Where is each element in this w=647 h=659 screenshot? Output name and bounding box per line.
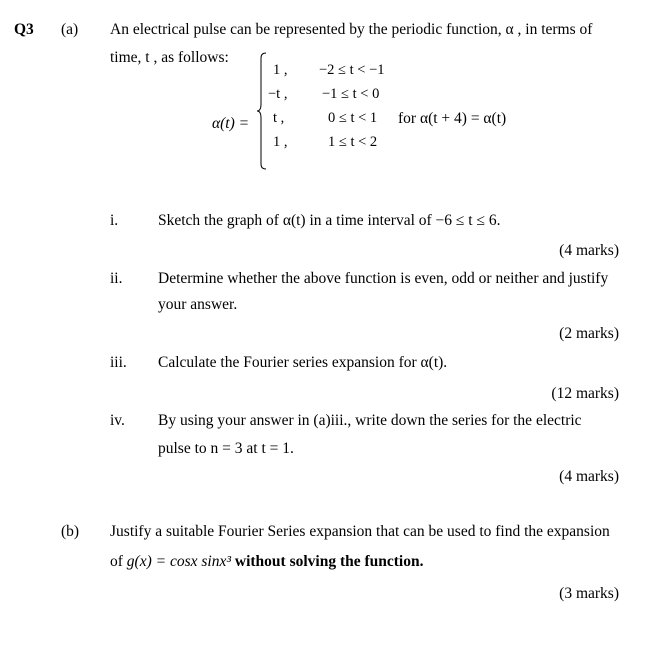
item-i-text: Sketch the graph of α(t) in a time interval of −6 ≤ t ≤ 6. bbox=[158, 212, 501, 229]
item-ii-label: ii. bbox=[110, 270, 123, 287]
case-4-condition: 1 ≤ t < 2 bbox=[328, 134, 378, 150]
part-b-line2-prefix: of bbox=[110, 553, 127, 570]
part-b-marks: (3 marks) bbox=[559, 585, 619, 602]
item-iii-label: iii. bbox=[110, 354, 127, 371]
periodicity-condition: for α(t + 4) = α(t) bbox=[398, 110, 507, 127]
part-b-line2 bbox=[110, 553, 424, 571]
left-brace-icon bbox=[257, 52, 267, 170]
case-2-condition: −1 ≤ t < 0 bbox=[322, 86, 380, 102]
item-ii-marks: (2 marks) bbox=[559, 325, 619, 342]
item-iv-text-line2: pulse to n = 3 at t = 1. bbox=[158, 440, 294, 457]
part-a-intro-line1: An electrical pulse can be represented by the periodic function, α , in terms of bbox=[110, 21, 593, 38]
part-b-function: g(x) = cosx sinx³ bbox=[126, 553, 231, 570]
part-a-label: (a) bbox=[61, 21, 79, 38]
item-iii-marks: (12 marks) bbox=[551, 385, 619, 402]
case-2-value: −t , bbox=[268, 86, 288, 102]
case-3-condition: 0 ≤ t < 1 bbox=[328, 110, 378, 126]
case-3-value: t , bbox=[273, 110, 285, 126]
case-1-value: 1 , bbox=[273, 62, 288, 78]
part-a-intro-line2: time, t , as follows: bbox=[110, 49, 229, 66]
item-ii-text-line2: your answer. bbox=[158, 296, 238, 313]
question-number: Q3 bbox=[14, 21, 34, 38]
part-b-line1: Justify a suitable Fourier Series expansion that can be used to find the expansion bbox=[110, 523, 610, 540]
item-i-label: i. bbox=[110, 212, 119, 229]
item-i-marks: (4 marks) bbox=[559, 242, 619, 259]
case-1-condition: −2 ≤ t < −1 bbox=[319, 62, 385, 78]
item-iv-text-line1: By using your answer in (a)iii., write down the series for the electric bbox=[158, 412, 582, 429]
part-b-label: (b) bbox=[61, 523, 80, 540]
item-iv-label: iv. bbox=[110, 412, 125, 429]
item-iii-text: Calculate the Fourier series expansion for α(t). bbox=[158, 354, 448, 371]
function-lhs: α(t) = bbox=[212, 115, 250, 132]
case-4-value: 1 , bbox=[273, 134, 288, 150]
part-b-instruction: without solving the function. bbox=[231, 553, 424, 570]
item-iv-marks: (4 marks) bbox=[559, 468, 619, 485]
item-ii-text-line1: Determine whether the above function is even, odd or neither and justify bbox=[158, 270, 609, 287]
